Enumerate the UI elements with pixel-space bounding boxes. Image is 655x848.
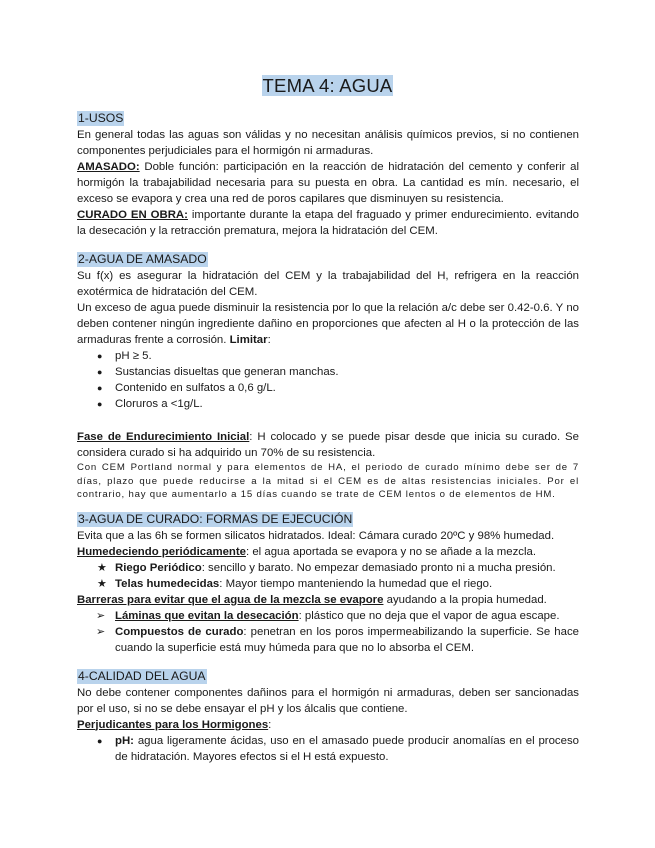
star-icon: ★	[97, 561, 107, 574]
amasado-p2	[77, 300, 579, 348]
fase-text: : H colocado y se puede pisar desde que inicia su curado. Se considera curado si ha adquirido un 70% de su resistencia.	[77, 431, 579, 459]
list-item-text: Cloruros a <1g/L.	[115, 398, 203, 410]
list-item	[77, 348, 579, 364]
page-title: TEMA 4: AGUA	[262, 75, 393, 96]
list-item-text: agua ligeramente ácidas, uso en el amasado puede producir anomalías en el proceso de hidratación. Mayores efectos si el H está expuesto.	[115, 734, 579, 763]
limitar-label: Limitar	[229, 334, 268, 346]
list-item-label: Riego Periódico	[115, 561, 202, 574]
humedeciendo-label: Humedeciendo periódicamente	[77, 545, 247, 558]
amasado-p2-text: Un exceso de agua puede disminuir la resistencia por lo que la relación a/c debe ser 0.42-0.6. Y no deben contener ningún ingrediente dañino en proporciones que afecten al H o la protección de las armaduras frente a corrosión.	[77, 302, 579, 346]
list-item-text: : sencillo y barato. No empezar demasiado pronto ni a mucha presión.	[201, 561, 556, 574]
list-item	[77, 608, 579, 624]
arrow-icon: ➢	[96, 625, 106, 638]
list-item-label: pH:	[115, 734, 134, 747]
curado-label: CURADO EN OBRA:	[77, 209, 188, 221]
list-item	[77, 560, 579, 576]
curado-note: Con CEM Portland normal y para elementos de HA, el periodo de curado mínimo debe ser de 7 días, plazo que puede reducirse a la mitad si el CEM es de altas resistencias iniciales. Por el contrario, hay que aumentarlo a 15 días cuando se trate de CEM lentos o de elementos de HM.	[77, 462, 579, 500]
bullet-icon: ●	[97, 383, 103, 393]
bullet-icon: ●	[97, 399, 103, 409]
list-item	[77, 364, 579, 380]
humedeciendo-text: : el agua aportada se evapora y no se añade a la mezcla.	[246, 545, 537, 558]
list-item-text: : plástico que no deja que el vapor de agua escape.	[298, 609, 560, 622]
amasado-paragraph	[77, 159, 579, 207]
usos-intro: En general todas las aguas son válidas y no necesitan análisis químicos previos, si no contienen componentes perjudiciales para el hormigón ni armaduras.	[77, 129, 579, 157]
section-heading-usos: 1-USOS	[78, 111, 124, 125]
document-body	[77, 111, 579, 765]
perjudicantes-paragraph	[77, 717, 579, 733]
list-item	[77, 396, 579, 412]
curado-text: importante durante la etapa del fraguado y primer endurecimiento. evitando la desecación y la retracción prematura, mejora la hidratación del CEM.	[77, 209, 580, 237]
amasado-p1: Su f(x) es asegurar la hidratación del CEM y la trabajabilidad del H, refrigera en la reacción exotérmica de hidratación del CEM.	[77, 270, 579, 298]
curado-paragraph	[77, 207, 579, 239]
list-item-text: : Mayor tiempo manteniendo la humedad que el riego.	[219, 577, 493, 590]
barreras-text: ayudando a la propia humedad.	[383, 593, 547, 606]
list-item-text: : penetran en los poros impermeabilizando la superficie. Se hace cuando la superficie está muy húmeda para que no lo absorba el CEM.	[115, 625, 579, 654]
section-heading-curado: 3-AGUA DE CURADO: FORMAS DE EJECUCIÓN	[78, 511, 353, 526]
section-heading-calidad: 4-CALIDAD DEL AGUA	[78, 668, 206, 683]
perjudicantes-colon: :	[268, 718, 272, 731]
arrow-icon: ➢	[96, 609, 106, 622]
list-item-text: pH ≥ 5.	[115, 350, 152, 362]
fase-label: Fase de Endurecimiento Inicial	[77, 431, 250, 443]
perjudicantes-label: Perjudicantes para los Hormigones	[77, 718, 269, 731]
curado-p1: Evita que a las 6h se formen silicatos hidratados. Ideal: Cámara curado 20ºC y 98% humedad.	[77, 529, 555, 542]
list-item	[77, 380, 579, 396]
list-item	[77, 624, 579, 656]
limitar-colon: :	[267, 334, 271, 346]
bullet-icon: ●	[97, 735, 103, 746]
list-item-text: Contenido en sulfatos a 0,6 g/L.	[115, 382, 276, 394]
perjudicantes-list	[77, 733, 579, 765]
barreras-label: Barreras para evitar que el agua de la mezcla se evapore	[77, 593, 384, 606]
humedeciendo-paragraph	[77, 544, 579, 560]
page-title-wrap	[0, 75, 655, 97]
humedeciendo-list	[77, 560, 579, 592]
list-item	[77, 733, 579, 765]
list-item-label: Compuestos de curado	[115, 625, 244, 638]
list-item-label: Láminas que evitan la desecación	[115, 609, 299, 622]
limitar-list	[77, 348, 579, 412]
bullet-icon: ●	[97, 351, 103, 361]
calidad-p1: No debe contener componentes dañinos para el hormigón ni armaduras, deben ser sancionadas por el uso, si no se debe ensayar el pH y los álcalis que contiene.	[77, 686, 579, 715]
barreras-list	[77, 608, 579, 656]
list-item	[77, 576, 579, 592]
bullet-icon: ●	[97, 367, 103, 377]
list-item-text: Sustancias disueltas que generan manchas.	[115, 366, 339, 378]
amasado-label: AMASADO:	[77, 161, 140, 173]
barreras-paragraph	[77, 592, 579, 608]
star-icon: ★	[97, 577, 107, 590]
amasado-text: Doble función: participación en la reacción de hidratación del cemento y conferir al hormigón la trabajabilidad necesaria para su puesta en obra. La cantidad es mín. necesario, el exceso se evapora y crea una red de poros capilares que disminuyen su resistencia.	[77, 161, 579, 205]
fase-paragraph	[77, 429, 579, 461]
list-item-label: Telas humedecidas	[115, 577, 220, 590]
section-heading-amasado: 2-AGUA DE AMASADO	[78, 252, 207, 266]
